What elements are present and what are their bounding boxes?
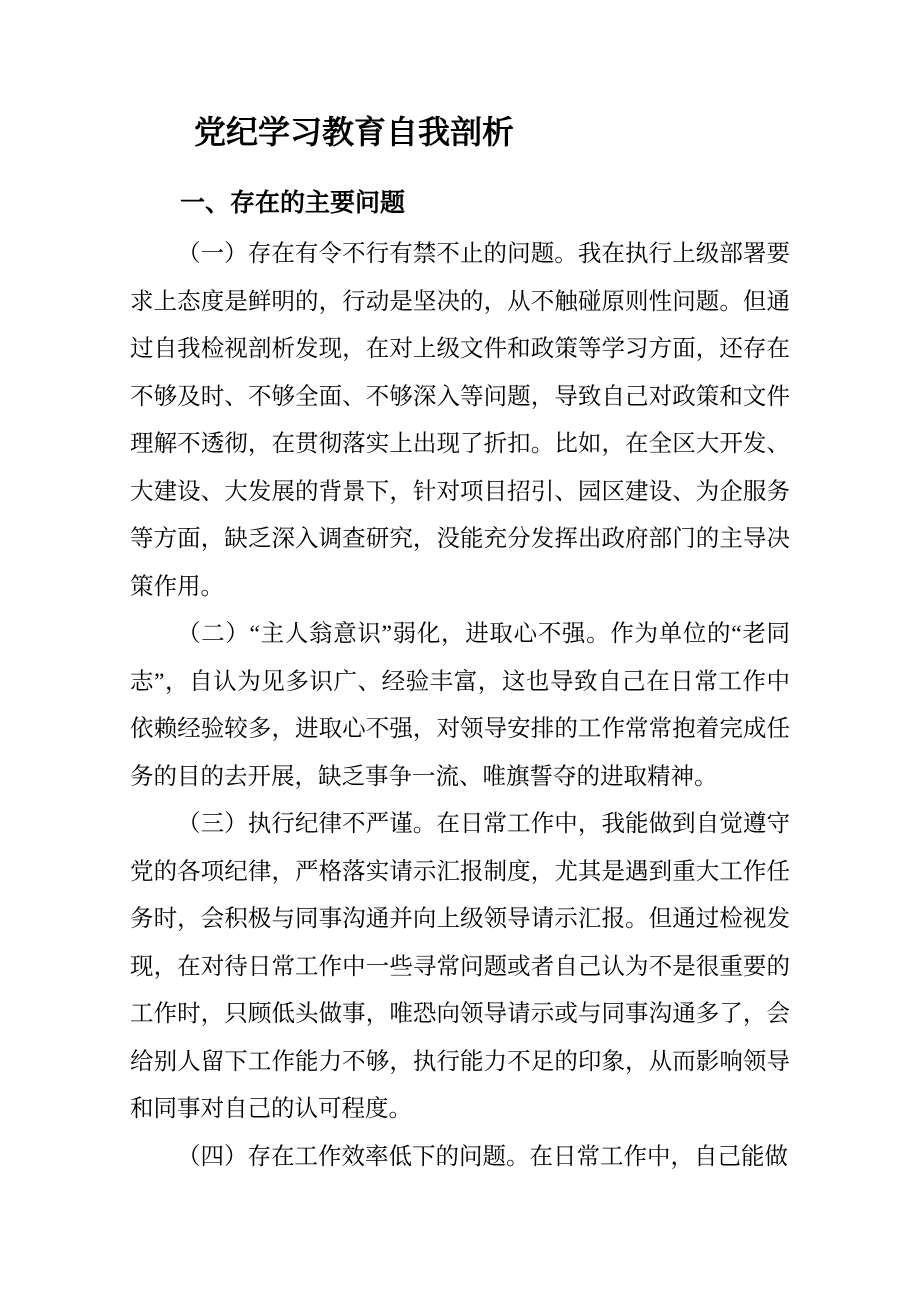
- document-title: 党纪学习教育自我剖析: [194, 114, 515, 150]
- paragraph-1: （一）存在有令不行有禁不止的问题。我在执行上级部署要求上态度是鲜明的，行动是坚决的，从不触碰原则性问题。但通过自我检视剖析发现，在对上级文件和政策等学习方面，还存在不够及时、不够全面、不够深入等问题，导致自己对政策和文件理解不透彻，在贯彻落实上出现了折扣。比如，在全区大开发、大建设、大发展的背景下，针对项目招引、园区建设、为企服务等方面，缺乏深入调查研究，没能充分发挥出政府部门的主导决策作用。: [130, 241, 790, 600]
- section-heading: 一、存在的主要问题: [180, 189, 406, 217]
- document-body: [130, 231, 790, 1181]
- paragraph-4: （四）存在工作效率低下的问题。在日常工作中，自己能做: [177, 1143, 788, 1170]
- paragraph-2: （二）“主人翁意识”弱化，进取心不强。作为单位的“老同志”，自认为见多识广、经验丰富，这也导致自己在日常工作中依赖经验较多，进取心不强，对领导安排的工作常常抱着完成任务的目的去开展，缺乏事争一流、唯旗誓夺的进取精神。: [130, 621, 790, 790]
- paragraph-3: （三）执行纪律不严谨。在日常工作中，我能做到自觉遵守党的各项纪律，严格落实请示汇报制度，尤其是遇到重大工作任务时，会积极与同事沟通并向上级领导请示汇报。但通过检视发现，在对待日常工作中一些寻常问题或者自己认为不是很重要的工作时，只顾低头做事，唯恐向领导请示或与同事沟通多了，会给别人留下工作能力不够，执行能力不足的印象，从而影响领导和同事对自己的认可程度。: [130, 811, 790, 1122]
